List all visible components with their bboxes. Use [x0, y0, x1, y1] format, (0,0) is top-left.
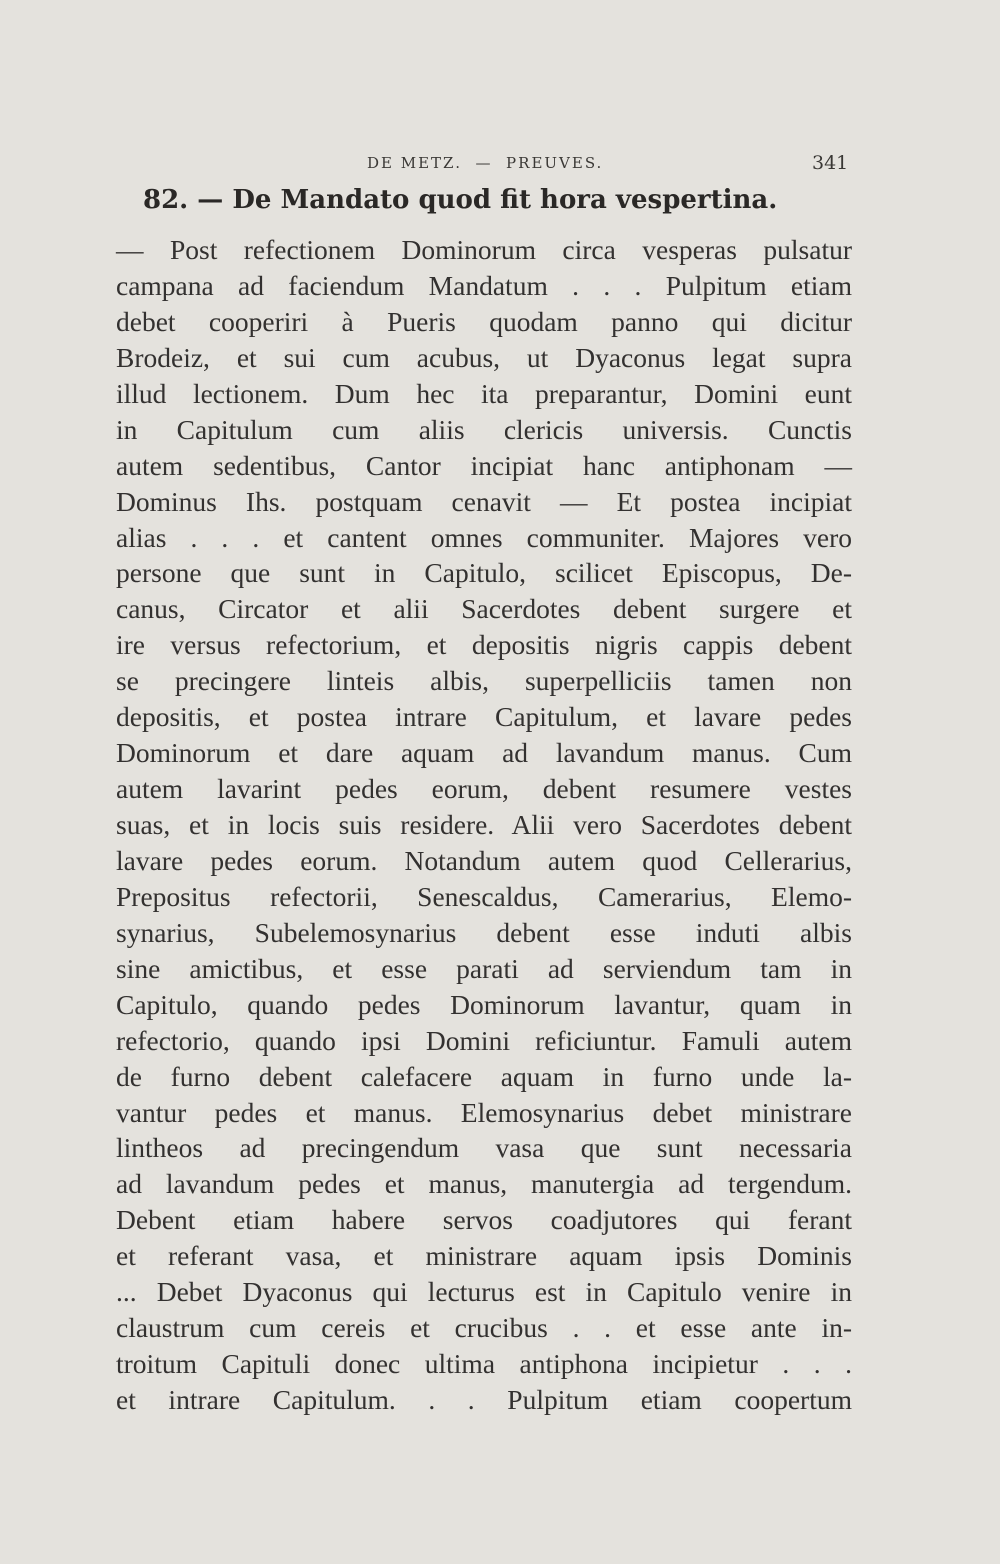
- text-line: ad lavandum pedes et manus, manutergia ad tergendum.: [116, 1168, 852, 1200]
- text-line: troitum Capituli donec ultima antiphona incipietur . . .: [116, 1348, 852, 1380]
- text-line: debet cooperiri à Pueris quodam panno qui dicitur: [116, 305, 852, 337]
- text-line: depositis, et postea intrare Capitulum, et lavare pedes: [116, 701, 852, 733]
- text-line: Capitulo, quando pedes Dominorum lavantur, quam in: [116, 988, 852, 1020]
- text-line: in Capitulum cum aliis clericis universis. Cunctis: [116, 413, 852, 445]
- text-line: synarius, Subelemosynarius debent esse induti albis: [116, 916, 852, 948]
- text-line: et intrare Capitulum. . . Pulpitum etiam coopertum: [116, 1384, 852, 1415]
- text-line: campana ad faciendum Mandatum . . . Pulpitum etiam: [116, 269, 852, 301]
- text-line: — Post refectionem Dominorum circa vesperas pulsatur: [116, 234, 852, 265]
- text-line: Dominorum et dare aquam ad lavandum manus. Cum: [116, 737, 852, 769]
- text-line: lintheos ad precingendum vasa que sunt necessaria: [116, 1132, 852, 1164]
- text-line: se precingere linteis albis, superpelliciis tamen non: [116, 665, 852, 697]
- text-line: ire versus refectorium, et depositis nigris cappis debent: [116, 629, 852, 661]
- running-title: DE METZ. — PREUVES.: [367, 154, 604, 172]
- text-line: autem sedentibus, Cantor incipiat hanc antiphonam —: [116, 449, 852, 481]
- text-line: et referant vasa, et ministrare aquam ipsis Dominis: [116, 1240, 852, 1272]
- text-line: suas, et in locis suis residere. Alii vero Sacerdotes debent: [116, 809, 852, 840]
- body-text: [116, 232, 852, 1418]
- text-line: claustrum cum cereis et crucibus . . et esse ante in-: [116, 1312, 852, 1344]
- section-heading: 82. — De Mandato quod fit hora vespertina.: [143, 185, 778, 215]
- text-line: Prepositus refectorii, Senescaldus, Camerarius, Elemo-: [116, 880, 852, 912]
- text-line: de furno debent calefacere aquam in furno unde la-: [116, 1060, 852, 1092]
- text-line: Dominus Ihs. postquam cenavit — Et postea incipiat: [116, 485, 852, 517]
- running-header: [0, 148, 1000, 180]
- text-line: ... Debet Dyaconus qui lecturus est in Capitulo venire in: [116, 1276, 852, 1308]
- text-line: persone que sunt in Capitulo, scilicet Episcopus, De-: [116, 557, 852, 589]
- text-line: refectorio, quando ipsi Domini reficiuntur. Famuli autem: [116, 1024, 852, 1056]
- text-line: canus, Circator et alii Sacerdotes debent surgere et: [116, 593, 852, 625]
- text-line: autem lavarint pedes eorum, debent resumere vestes: [116, 773, 852, 805]
- text-line: illud lectionem. Dum hec ita preparantur, Domini eunt: [116, 377, 852, 409]
- text-line: sine amictibus, et esse parati ad serviendum tam in: [116, 952, 852, 984]
- text-line: Brodeiz, et sui cum acubus, ut Dyaconus legat supra: [116, 341, 852, 373]
- text-line: alias . . . et cantent omnes communiter. Majores vero: [116, 521, 852, 553]
- page-number: 341: [812, 152, 849, 174]
- text-line: Debent etiam habere servos coadjutores qui ferant: [116, 1204, 852, 1236]
- text-line: vantur pedes et manus. Elemosynarius debet ministrare: [116, 1096, 852, 1128]
- text-line: lavare pedes eorum. Notandum autem quod Cellerarius,: [116, 844, 852, 876]
